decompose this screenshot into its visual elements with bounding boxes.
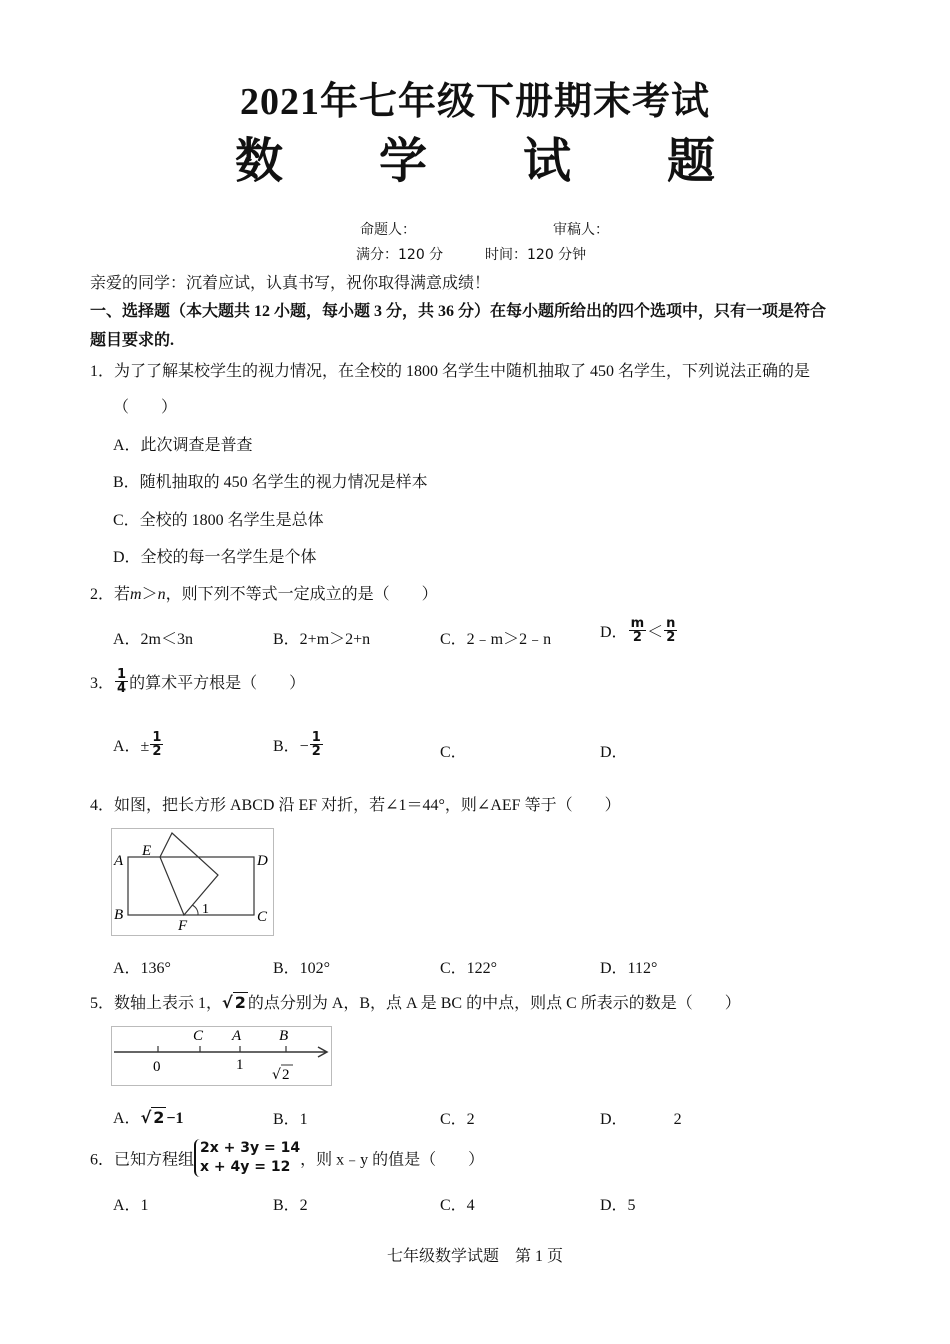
q4-option-c: C．122° <box>440 960 498 977</box>
q6-option-c: C．4 <box>440 1197 475 1214</box>
q5-option-c: C．2 <box>440 1111 475 1128</box>
label-a: A <box>114 853 124 869</box>
label-zero: 0 <box>153 1059 161 1075</box>
fraction-n-over-2: $\frac{n}{2}$ <box>666 616 676 645</box>
equation-system: 2x + 3y = 14 x + 4y = 12 <box>194 1139 300 1177</box>
q3-stem: 3． $\frac{1}{4}$ 的算术平方根是（ ） <box>90 667 306 696</box>
label-c: C <box>193 1028 204 1044</box>
label-c: C <box>257 909 268 925</box>
q2-option-b: B．2+m＞2+n <box>273 631 371 648</box>
q6-option-d: D．5 <box>600 1197 636 1214</box>
score-label: 满分：120 分 <box>356 247 444 263</box>
fraction-one-half: $\frac{1}{2}$ <box>152 730 162 759</box>
q4-option-a: A．136° <box>113 960 171 977</box>
q1-option-b: B．随机抽取的 450 名学生的视力情况是样本 <box>113 474 428 491</box>
sqrt-2: √ 2 <box>140 1108 165 1127</box>
exam-subtitle: 数 学 试 题 <box>234 135 757 188</box>
page-footer: 七年级数学试题 第 1 页 <box>386 1248 563 1265</box>
label-e: E <box>142 843 152 859</box>
q2-option-d: D． $\frac{m}{2}$ ＜ $\frac{n}{2}$ <box>600 616 676 645</box>
label-b: B <box>114 907 124 923</box>
q3-option-a: A．± $\frac{1}{2}$ <box>113 730 162 759</box>
number-line-figure <box>111 1026 332 1086</box>
q3-option-d: D． <box>600 744 628 761</box>
time-label: 时间：120 分钟 <box>485 247 587 263</box>
q1-option-d: D．全校的每一名学生是个体 <box>113 549 317 566</box>
number-line-diagram <box>112 1027 331 1085</box>
q3-option-c: C． <box>440 744 467 761</box>
q6-option-a: A．1 <box>113 1197 149 1214</box>
q5-option-b: B．1 <box>273 1111 308 1128</box>
label-d: D <box>257 853 268 869</box>
q5-stem: 5．数轴上表示 1，√ 2 的点分别为 A，B，点 A 是 BC 的中点，则点 C 所表示的数是（ ） <box>90 993 741 1012</box>
label-a: A <box>232 1028 242 1044</box>
exam-title: 2021年七年级下册期末考试 <box>239 81 710 123</box>
label-angle-1: 1 <box>202 902 209 917</box>
q6-option-b: B．2 <box>273 1197 308 1214</box>
q2-option-c: C．2﹣m＞2﹣n <box>440 631 552 648</box>
q4-option-d: D．112° <box>600 960 658 977</box>
section-heading-line2: 题目要求的. <box>90 332 175 349</box>
label-one: 1 <box>236 1057 244 1073</box>
q5-option-a: A．√ 2 −1 <box>113 1108 184 1127</box>
q1-option-a: A．此次调查是普查 <box>113 437 253 454</box>
label-sqrt-2: 2 <box>282 1067 290 1083</box>
q4-stem: 4．如图，把长方形 ABCD 沿 EF 对折，若∠1＝44°，则∠AEF 等于（ ） <box>90 797 621 814</box>
folded-rectangle-figure <box>111 828 274 936</box>
author-label: 命题人： <box>360 222 416 238</box>
reviewer-label: 审稿人： <box>553 222 609 238</box>
q2-option-a: A．2m＜3n <box>113 631 194 648</box>
fraction-m-over-2: $\frac{m}{2}$ <box>630 616 645 645</box>
folded-rectangle-diagram <box>112 829 273 935</box>
q4-option-b: B．102° <box>273 960 331 977</box>
q1-paren: （ ） <box>113 399 178 416</box>
q3-option-b: B．− $\frac{1}{2}$ <box>273 730 321 759</box>
fraction-one-quarter: $\frac{1}{4}$ <box>117 667 127 696</box>
label-f: F <box>178 918 188 934</box>
label-sqrt-symbol: √ <box>272 1067 281 1083</box>
q1-stem: 1．为了了解某校学生的视力情况，在全校的 1800 名学生中随机抽取了 450 名学生，下列说法正确的是 <box>90 363 811 380</box>
section-heading-line1: 一、选择题（本大题共 12 小题，每小题 3 分，共 36 分）在每小题所给出的四个选项中，只有一项是符合 <box>90 303 827 320</box>
q6-stem: 6．已知方程组 2x + 3y = 14 x + 4y = 12 ，则 x﹣y 的值是（ ） <box>90 1140 485 1175</box>
q2-stem: 2．若m＞n，则下列不等式一定成立的是（ ） <box>90 586 438 603</box>
q1-option-c: C．全校的 1800 名学生是总体 <box>113 512 324 529</box>
greeting: 亲爱的同学：沉着应试，认真书写，祝你取得满意成绩！ <box>90 275 491 292</box>
label-b: B <box>279 1028 289 1044</box>
fraction-one-half: $\frac{1}{2}$ <box>311 730 321 759</box>
q5-option-d: D． 2 <box>600 1111 682 1128</box>
sqrt-2: √ 2 <box>222 993 246 1012</box>
